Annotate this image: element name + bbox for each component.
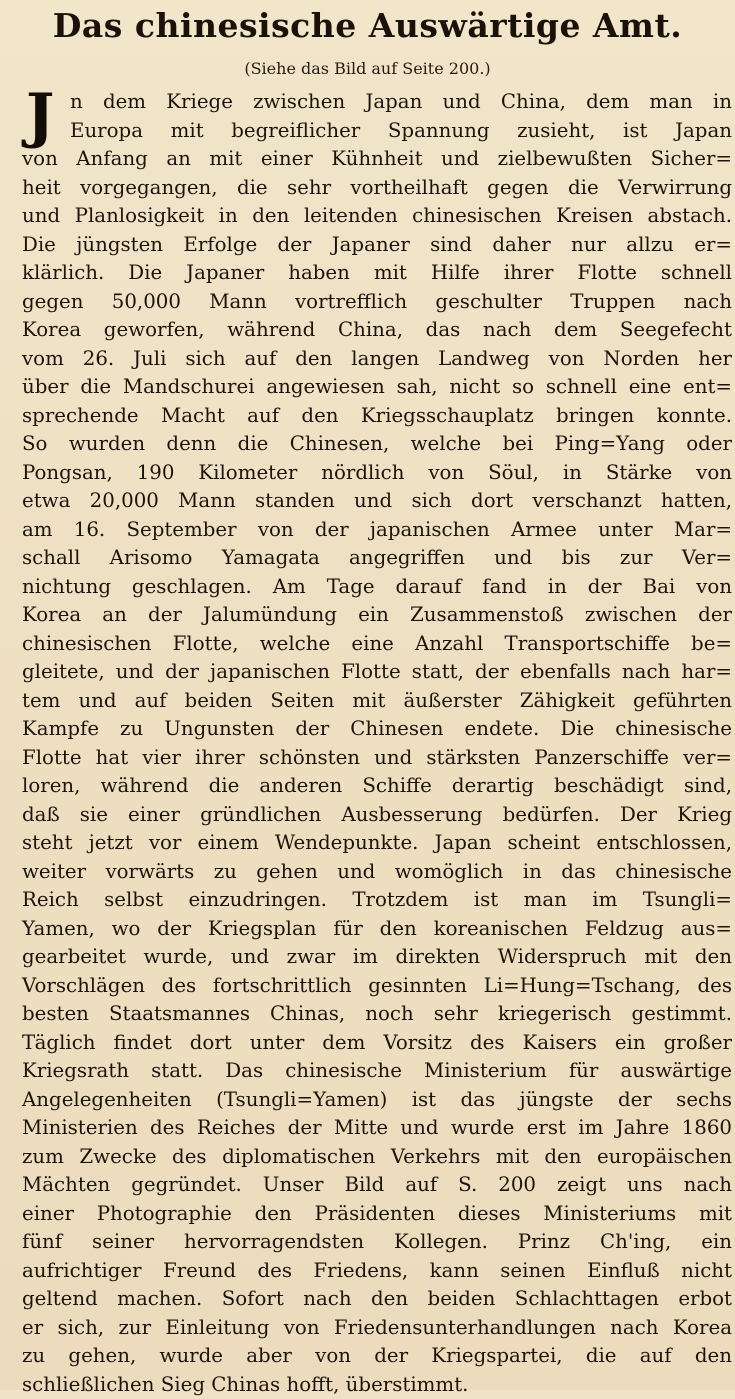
text-line: schließlichen Sieg Chinas hofft, überstimmt.	[22, 1371, 732, 1399]
text-line: tem und auf beiden Seiten mit äußerster Zähigkeit geführten	[22, 687, 732, 716]
text-line: zum Zwecke des diplomatischen Verkehrs mit den europäischen	[22, 1143, 732, 1172]
text-line: steht jetzt vor einem Wendepunkte. Japan scheint entschlossen,	[22, 829, 732, 858]
text-line: Kampfe zu Ungunsten der Chinesen endete. Die chinesische	[22, 715, 732, 744]
text-line: Die jüngsten Erfolge der Japaner sind daher nur allzu er=	[22, 231, 732, 260]
article-subtitle: (Siehe das Bild auf Seite 200.)	[0, 57, 735, 81]
text-line: über die Mandschurei angewiesen sah, nicht so schnell eine ent=	[22, 373, 732, 402]
article-title: Das chinesische Auswärtige Amt.	[0, 4, 735, 48]
article-body	[22, 88, 732, 1399]
text-line: Reich selbst einzudringen. Trotzdem ist man im Tsungli=	[22, 886, 732, 915]
text-line: Kriegsrath statt. Das chinesische Ministerium für auswärtige	[22, 1057, 732, 1086]
text-line: loren, während die anderen Schiffe derartig beschädigt sind,	[22, 772, 732, 801]
text-line: aufrichtiger Freund des Friedens, kann seinen Einfluß nicht	[22, 1257, 732, 1286]
text-line: er sich, zur Einleitung von Friedensunterhandlungen nach Korea	[22, 1314, 732, 1343]
text-line: geltend machen. Sofort nach den beiden Schlachttagen erbot	[22, 1285, 732, 1314]
text-line: heit vorgegangen, die sehr vortheilhaft gegen die Verwirrung	[22, 174, 732, 203]
text-line: gleitete, und der japanischen Flotte statt, der ebenfalls nach har=	[22, 658, 732, 687]
text-line: etwa 20,000 Mann standen und sich dort verschanzt hatten,	[22, 487, 732, 516]
text-line: am 16. September von der japanischen Armee unter Mar=	[22, 516, 732, 545]
text-line: Mächten gegründet. Unser Bild auf S. 200 zeigt uns nach	[22, 1171, 732, 1200]
text-line: besten Staatsmannes Chinas, noch sehr kriegerisch gestimmt.	[22, 1000, 732, 1029]
text-line: klärlich. Die Japaner haben mit Hilfe ihrer Flotte schnell	[22, 259, 732, 288]
text-line: Vorschlägen des fortschrittlich gesinnten Li=Hung=Tschang, des	[22, 972, 732, 1001]
text-line: Korea an der Jalumündung ein Zusammenstoß zwischen der	[22, 601, 732, 630]
text-line: zu gehen, wurde aber von der Kriegspartei, die auf den	[22, 1342, 732, 1371]
text-line: daß sie einer gründlichen Ausbesserung bedürfen. Der Krieg	[22, 801, 732, 830]
text-line: Korea geworfen, während China, das nach dem Seegefecht	[22, 316, 732, 345]
text-line: Pongsan, 190 Kilometer nördlich von Söul, in Stärke von	[22, 459, 732, 488]
text-line: vom 26. Juli sich auf den langen Landweg von Norden her	[22, 345, 732, 374]
text-line: schall Arisomo Yamagata angegriffen und bis zur Ver=	[22, 544, 732, 573]
text-line: Europa mit begreiflicher Spannung zusieht, ist Japan	[22, 117, 732, 146]
text-line: Yamen, wo der Kriegsplan für den koreanischen Feldzug aus=	[22, 915, 732, 944]
text-line: und Planlosigkeit in den leitenden chinesischen Kreisen abstach.	[22, 202, 732, 231]
text-line: Flotte hat vier ihrer schönsten und stärksten Panzerschiffe ver=	[22, 744, 732, 773]
text-line: weiter vorwärts zu gehen und womöglich in das chinesische	[22, 858, 732, 887]
text-line: nichtung geschlagen. Am Tage darauf fand in der Bai von	[22, 573, 732, 602]
text-line: n dem Kriege zwischen Japan und China, dem man in	[22, 88, 732, 117]
text-line: Angelegenheiten (Tsungli=Yamen) ist das jüngste der sechs	[22, 1086, 732, 1115]
text-line: fünf seiner hervorragendsten Kollegen. Prinz Ch'ing, ein	[22, 1228, 732, 1257]
text-line: sprechende Macht auf den Kriegsschauplatz bringen konnte.	[22, 402, 732, 431]
text-line: gegen 50,000 Mann vortrefflich geschulter Truppen nach	[22, 288, 732, 317]
text-line: Täglich findet dort unter dem Vorsitz des Kaisers ein großer	[22, 1029, 732, 1058]
drop-cap: J	[26, 86, 70, 146]
text-line: Ministerien des Reiches der Mitte und wurde erst im Jahre 1860	[22, 1114, 732, 1143]
text-line: gearbeitet wurde, und zwar im direkten Widerspruch mit den	[22, 943, 732, 972]
text-line: So wurden denn die Chinesen, welche bei Ping=Yang oder	[22, 430, 732, 459]
text-line: chinesischen Flotte, welche eine Anzahl Transportschiffe be=	[22, 630, 732, 659]
text-line: von Anfang an mit einer Kühnheit und zielbewußten Sicher=	[22, 145, 732, 174]
text-line: einer Photographie den Präsidenten dieses Ministeriums mit	[22, 1200, 732, 1229]
